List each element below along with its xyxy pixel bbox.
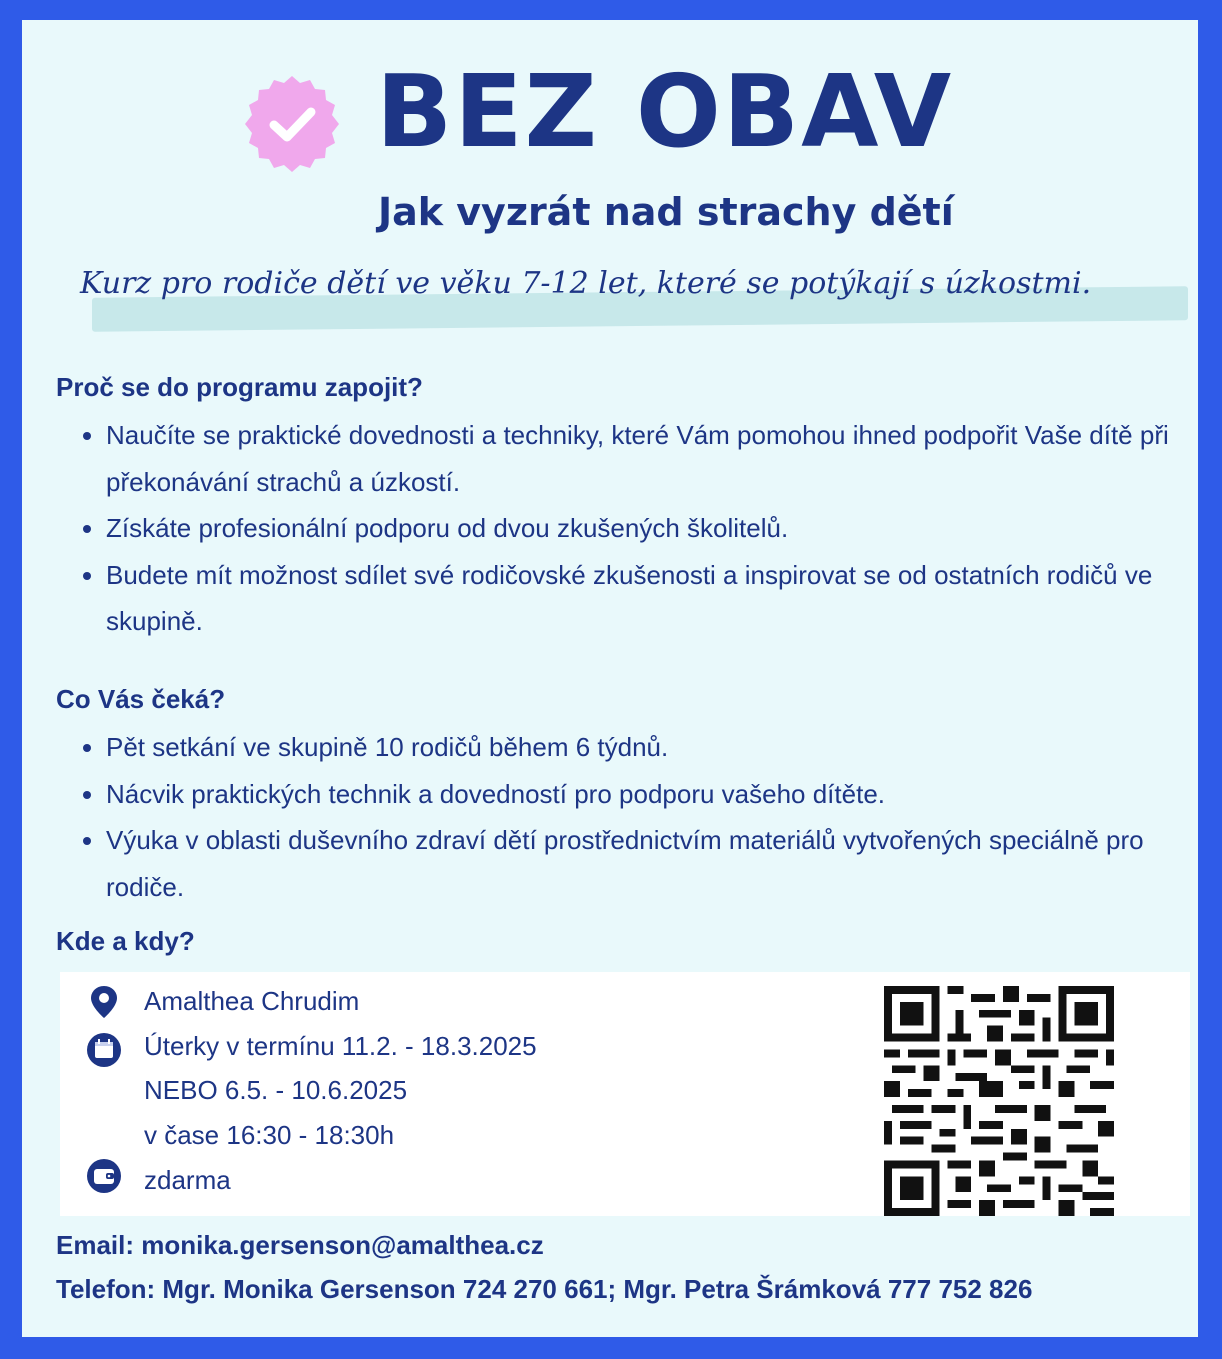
list-item: • Získáte profesionální podporu od dvou zkušených školitelů. — [106, 505, 1198, 552]
price-text: zdarma — [144, 1165, 231, 1195]
list-item: • Nácvik praktických technik a dovedností pro podporu vašeho dítěte. — [106, 771, 1198, 818]
place-text: Amalthea Chrudim — [144, 986, 360, 1016]
where-heading: Kde a kdy? — [56, 926, 195, 956]
time-text: v čase 16:30 - 18:30h — [144, 1120, 395, 1150]
contact-email[interactable]: Email: monika.gersenson@amalthea.cz — [56, 1230, 544, 1260]
map-pin-icon — [86, 984, 122, 1020]
page-subtitle: Jak vyzrát nad strachy dětí — [378, 190, 954, 234]
verified-badge-icon — [242, 74, 342, 174]
expect-heading: Co Vás čeká? — [56, 684, 226, 714]
wallet-icon — [86, 1158, 122, 1194]
qr-code-icon — [884, 986, 1114, 1216]
date-line-2: NEBO 6.5. - 10.6.2025 — [144, 1075, 408, 1105]
tagline: Kurz pro rodiče dětí ve věku 7-12 let, které se potýkají s úzkostmi. — [80, 266, 1092, 301]
why-list — [56, 412, 1198, 645]
list-item: • Budete mít možnost sdílet své rodičovské zkušenosti a inspirovat se od ostatních rodičů ve skupině. — [106, 552, 1198, 645]
list-item: • Pět setkání ve skupině 10 rodičů během 6 týdnů. — [106, 724, 1198, 771]
page-title: BEZ OBAV — [376, 53, 954, 170]
why-heading: Proč se do programu zapojit? — [56, 372, 423, 402]
date-line-1: Úterky v termínu 11.2. - 18.3.2025 — [144, 1031, 537, 1061]
flyer — [22, 20, 1198, 1337]
list-item: • Naučíte se praktické dovednosti a techniky, které Vám pomohou ihned podpořit Vaše dítě při překonávání strachů a úzkostí. — [106, 412, 1198, 505]
calendar-icon — [86, 1032, 122, 1068]
list-item: • Výuka v oblasti duševního zdraví dětí prostřednictvím materiálů vytvořených speciálně pro rodiče. — [106, 817, 1198, 910]
expect-list — [56, 724, 1198, 910]
contact-phone[interactable]: Telefon: Mgr. Monika Gersenson 724 270 661; Mgr. Petra Šrámková 777 752 826 — [56, 1274, 1033, 1304]
